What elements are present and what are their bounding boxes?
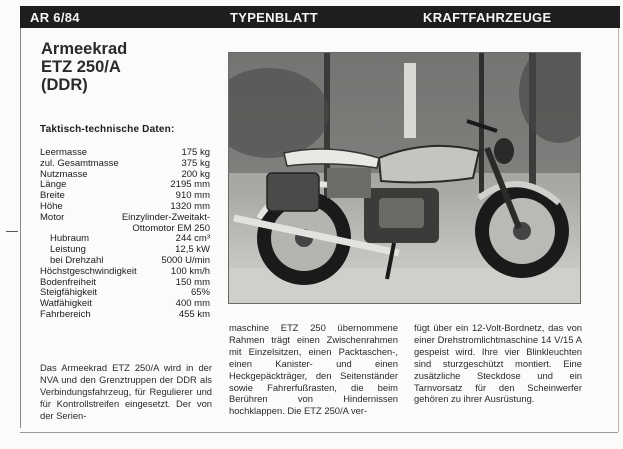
page-frame-left: [20, 28, 21, 428]
spec-label: Leistung: [50, 244, 86, 256]
spec-label: Fahrbereich: [40, 308, 91, 320]
spec-row: [40, 267, 210, 278]
title-line-2: ETZ 250/A: [41, 58, 121, 76]
motorcycle-illustration: [229, 53, 581, 304]
margin-mark: [6, 231, 18, 232]
spec-value: Einzylinder-Zweitakt-Ottomotor EM 250: [121, 211, 210, 234]
spec-label: Hubraum: [50, 233, 90, 245]
spec-label: Länge: [40, 179, 67, 191]
spec-label: Breite: [40, 190, 65, 202]
title-line-3: (DDR): [41, 76, 88, 94]
spec-value: 400 mm: [175, 298, 210, 310]
category-title: KRAFTFAHRZEUGE: [423, 10, 552, 25]
spec-value: 175 kg: [181, 147, 210, 158]
spec-value: 150 mm: [175, 276, 210, 288]
body-text-column-1: Das Armeekrad ETZ 250/A wird in der NVA und den Grenztruppen der DDR als Verbindungsfahrzeug, für Regulierer und für Kontrollstreifen eingesetzt. Der von der Serien-: [40, 362, 212, 421]
spec-label: Nutzmasse: [40, 168, 88, 180]
spec-row: [40, 213, 210, 235]
spec-value: 100 km/h: [170, 265, 210, 277]
header-bar: [20, 6, 620, 28]
page-frame-right: [618, 28, 619, 432]
motorcycle-photo: [228, 52, 581, 304]
spec-value: 455 km: [178, 308, 210, 320]
spec-label: Bodenfreiheit: [40, 276, 96, 288]
spec-label: Leermasse: [40, 147, 87, 158]
spec-label: Höhe: [40, 200, 63, 212]
spec-label: Höchstgeschwindigkeit: [40, 265, 137, 277]
spec-value: 65%: [190, 287, 210, 299]
body-text-column-2: maschine ETZ 250 übernommene Rahmen trägt einen Zwischenrahmen mit Einzelsitzen, einen Packtaschen-, einen Kanister- und einen Heckgepäckträger, den Seitenständer sowie Fahrerfußrasten, die beim Berühren von Hindernissen hochklappen. Die ETZ 250/A ver-: [229, 322, 398, 417]
vehicle-title: [41, 40, 221, 94]
section-title: TYPENBLATT: [230, 10, 318, 25]
spec-label: Steigfähigkeit: [40, 287, 98, 299]
specs-heading: Taktisch-technische Daten:: [40, 124, 175, 135]
spec-table: [40, 148, 210, 321]
spec-value: 910 mm: [175, 190, 210, 202]
spec-label: zul. Gesamtmasse: [40, 157, 119, 169]
spec-value: 1320 mm: [170, 200, 210, 212]
body-text-column-3: fügt über ein 12-Volt-Bordnetz, das von einer Drehstromlichtmaschine 14 V/15 A gespeist wird. Ihre vier Blinkleuchten sind sturzgeschützt montiert. Eine zusätzliche Steckdose und ein Tarnvorsatz für den Scheinwerfer gehören zu ihrer Ausrüstung.: [414, 322, 582, 405]
spec-label: Motor: [40, 211, 65, 223]
spec-label: bei Drehzahl: [50, 254, 104, 266]
spec-value: 2195 mm: [170, 179, 210, 191]
page-frame-bottom: [20, 432, 618, 433]
spec-value: 5000 U/min: [161, 254, 210, 266]
spec-row: [40, 159, 210, 170]
spec-value: 375 kg: [181, 157, 210, 169]
issue-number: AR 6/84: [30, 10, 80, 25]
spec-value: 12,5 kW: [175, 244, 210, 256]
spec-value: 244 cm³: [175, 233, 210, 245]
title-line-1: Armeekrad: [41, 40, 128, 58]
spec-value: 200 kg: [181, 168, 210, 180]
spec-row: [40, 310, 210, 321]
spec-label: Watfähigkeit: [40, 298, 92, 310]
